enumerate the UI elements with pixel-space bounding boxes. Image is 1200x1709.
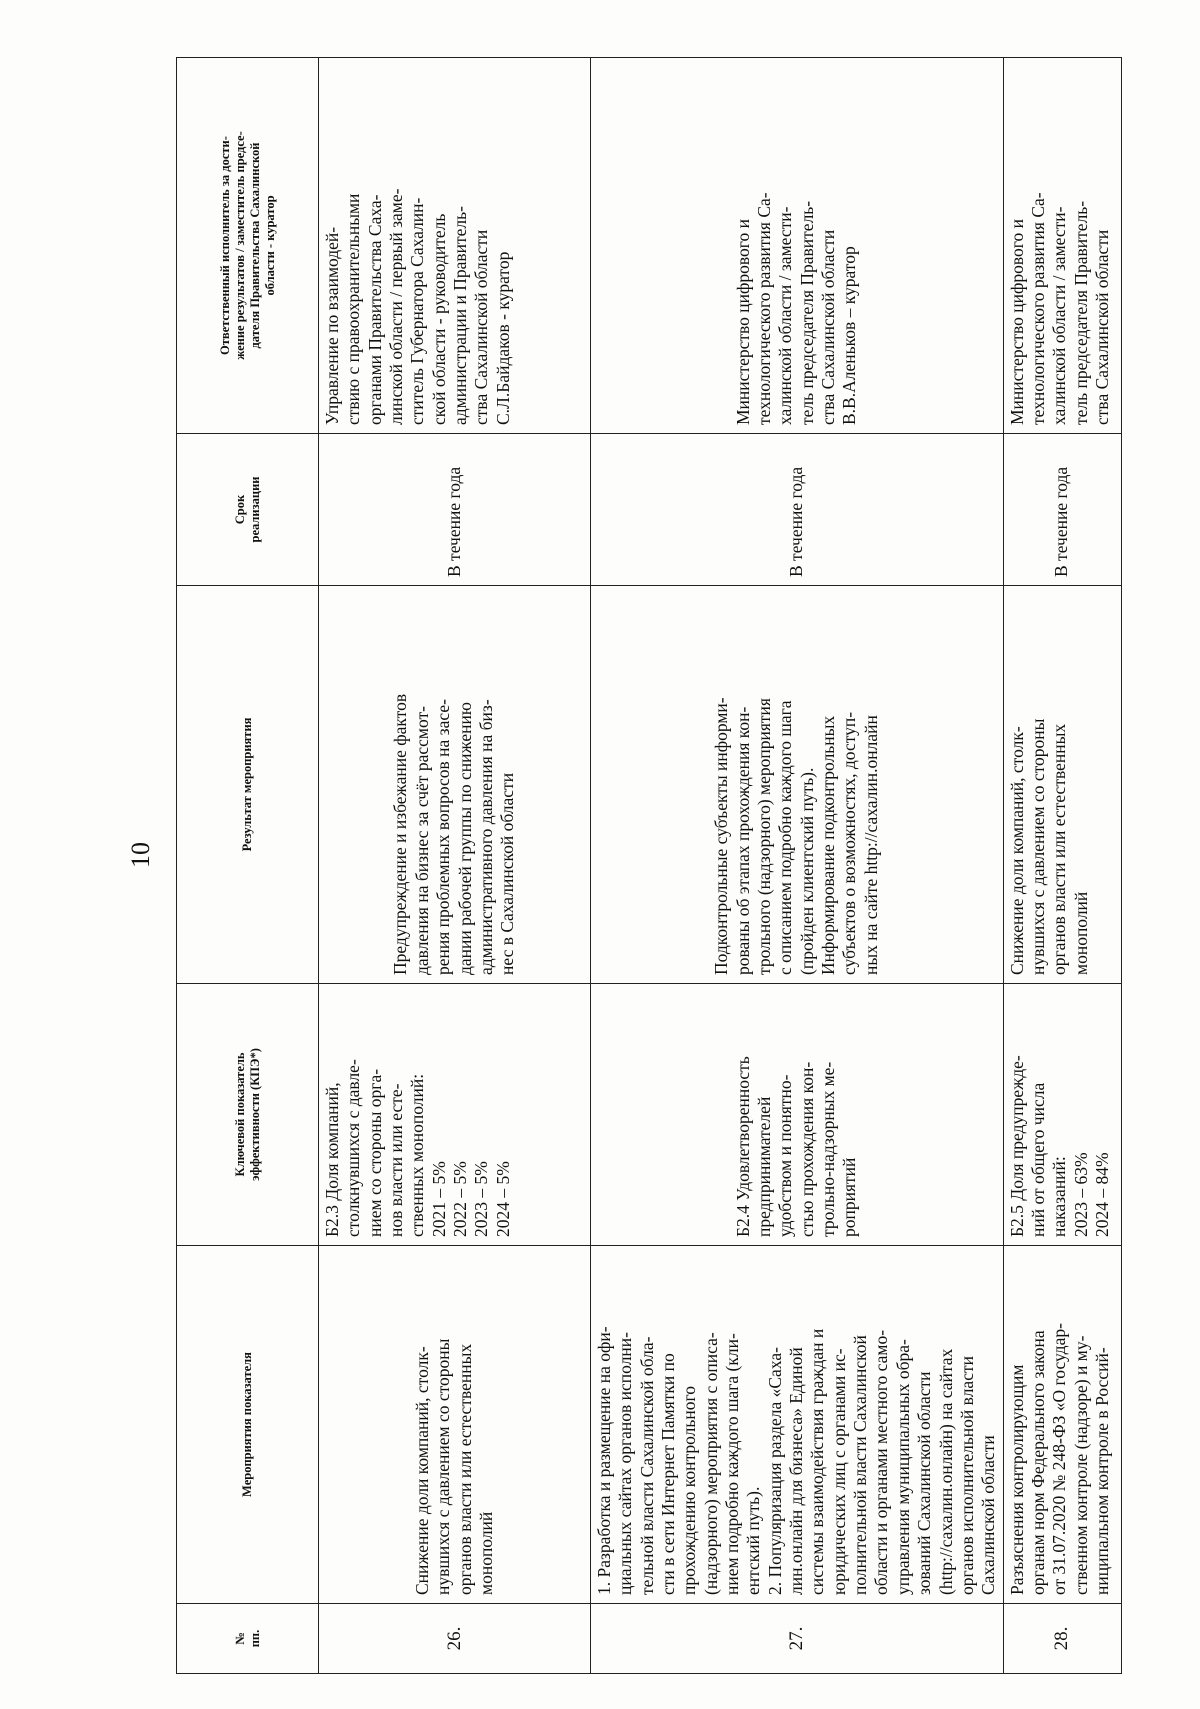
header-result: Результат мероприятия xyxy=(177,586,319,984)
result-cell: Снижение доли компаний, столк- нувшихся с давлением со стороны органов власти или естественных монополий xyxy=(1003,586,1121,984)
row-number: 28. xyxy=(1003,1604,1121,1674)
responsible-cell: Министерство цифрового и технологического развития Са- халинской области / замести- тель председателя Правитель- ства Сахалинской области В.В.Аленьков – куратор xyxy=(591,58,1004,434)
term-cell: В течение года xyxy=(319,434,591,586)
table-row xyxy=(1003,58,1121,1674)
header-num: № пп. xyxy=(177,1604,319,1674)
header-kpi: Ключевой показатель эффективности (КПЭ*) xyxy=(177,984,319,1246)
term-cell: В течение года xyxy=(1003,434,1121,586)
header-responsible: Ответственный исполнитель за дости- жение результатов / заместитель предсе- дателя Правительства Сахалинской области - куратор xyxy=(177,58,319,434)
kpi-cell: Б2.3 Доля компаний, столкнувшихся с давле- нием со стороны орга- нов власти или есте- ственных монополий: 2021 – 5% 2022 – 5% 2023 – 5% 2024 – 5% xyxy=(319,984,591,1246)
page-number: 10 xyxy=(126,842,155,868)
term-cell: В течение года xyxy=(591,434,1004,586)
table-header-row xyxy=(177,58,319,1674)
kpi-cell: Б2.5 Доля предупрежде- ний от общего числа наказаний: 2023 – 63% 2024 – 84% xyxy=(1003,984,1121,1246)
header-term: Срок реализации xyxy=(177,434,319,586)
row-number: 27. xyxy=(591,1604,1004,1674)
activities-table xyxy=(176,57,1122,1674)
event-cell: 1. Разработка и размещение на офи- циальных сайтах органов исполни- тельной власти Сахалинской обла- сти в сети Интернет Памятки по прохождению контрольного (надзорного) мероприятия с описа- нием подробно каждого шага (кли- ентский путь). 2. Популяризация раздела «Саха- лин.онлайн для бизнеса» Единой системы взаимодействия граждан и юридических лиц с органами ис- полнительной власти Сахалинской области и органами местного само- управления муниципальных обра- зований Сахалинской области (http://сахалин.онлайн) на сайтах органов исполнительной власти Сахалинской области xyxy=(591,1246,1004,1604)
table-row xyxy=(319,58,591,1674)
table-frame xyxy=(176,58,1112,1674)
row-number: 26. xyxy=(319,1604,591,1674)
rotated-table-wrapper xyxy=(176,58,1112,1674)
event-cell: Снижение доли компаний, столк- нувшихся с давлением со стороны органов власти или естественных монополий xyxy=(319,1246,591,1604)
result-cell: Подконтрольные субъекты информи- рованы об этапах прохождения кон- трольного (надзорного) мероприятия с описанием подробно каждого шага (пройден клиентский путь). Информирование подконтрольных субъектов о возможностях, доступ- ных на сайте http://сахалин.онлайн xyxy=(591,586,1004,984)
result-cell: Предупреждение и избежание фактов давления на бизнес за счёт рассмот- рения проблемных вопросов на засе- дании рабочей группы по снижению административного давления на биз- нес в Сахалинской области xyxy=(319,586,591,984)
event-cell: Разъяснения контролирующим органам норм Федерального закона от 31.07.2020 № 248-ФЗ «О государ- ственном контроле (надзоре) и му- ниципальном контроле в Россий- xyxy=(1003,1246,1121,1604)
table-row xyxy=(591,58,1004,1674)
responsible-cell: Управление по взаимодей- ствию с правоохранительными органами Правительства Саха- линской области / первый заме- ститель Губернатора Сахалин- ской области - руководитель администрации и Правитель- ства Сахалинской области С.Л.Байдаков - куратор xyxy=(319,58,591,434)
responsible-cell: Министерство цифрового и технологического развития Са- халинской области / замести- тель председателя Правитель- ства Сахалинской области xyxy=(1003,58,1121,434)
header-event: Мероприятия показателя xyxy=(177,1246,319,1604)
kpi-cell: Б2.4 Удовлетворенность предпринимателей удобством и понятно- стью прохождения кон- трольно-надзорных ме- роприятий xyxy=(591,984,1004,1246)
